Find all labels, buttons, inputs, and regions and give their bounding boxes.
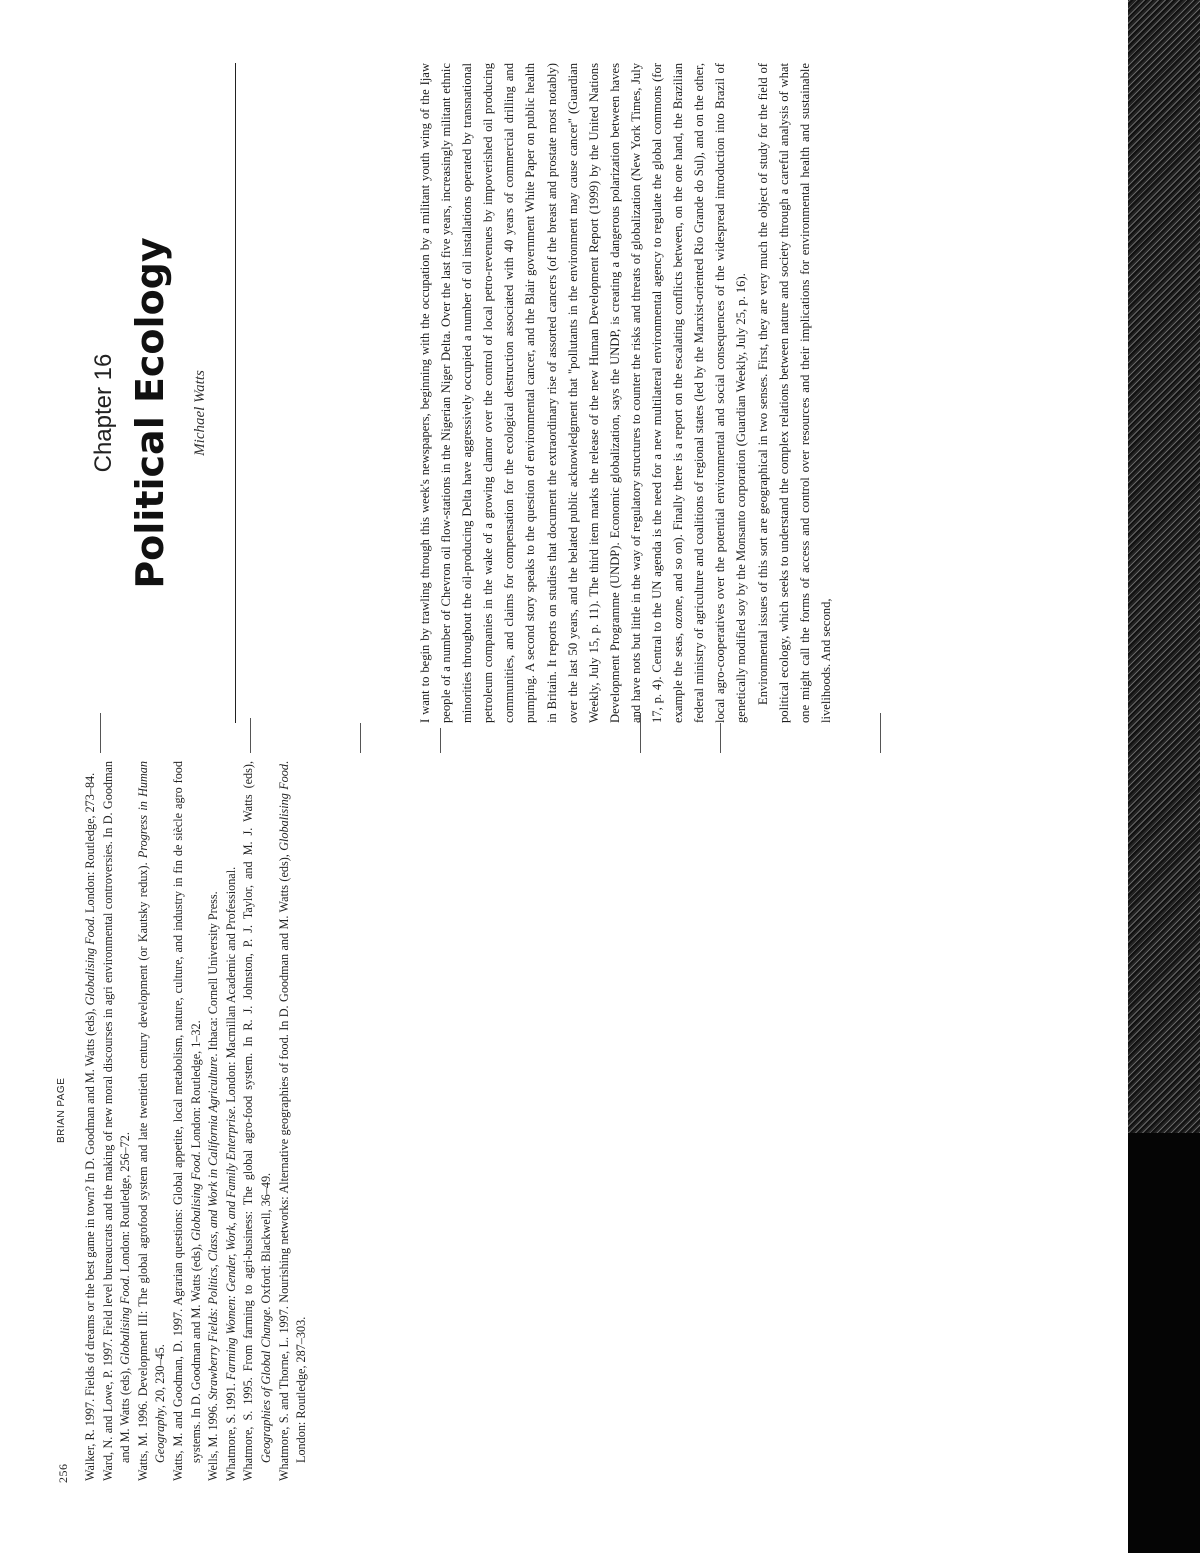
reference-text: , 20, 230–45. xyxy=(153,1344,168,1409)
reference-entry xyxy=(223,761,241,1481)
reference-list xyxy=(82,761,311,1481)
reference-text: Whatmore, S. 1991. xyxy=(223,1380,238,1481)
page-number: 256 xyxy=(56,1463,70,1483)
reference-title: Globalising Food xyxy=(188,1154,203,1241)
reference-text: Watts, M. 1996. Development III: The global agrofood system and late twentieth century development (or Kautsky redux). xyxy=(135,858,150,1481)
reference-text: Whatmore, S. and Thorne, L. 1997. Nourishing networks: Alternative geographies of food. In D. Goodman and M. Watts (eds), xyxy=(276,850,291,1481)
reference-entry xyxy=(82,761,100,1481)
reference-entry xyxy=(170,761,205,1481)
reference-text: Watts, M. and Goodman, D. 1997. Agrarian questions: Global appetite, local metabolism, nature, culture, and industry in fin de siècle agro food systems. In D. Goodman and M. Watts (eds), xyxy=(170,761,203,1481)
reference-text: . Ithaca: Cornell University Press. xyxy=(206,891,221,1057)
reference-text: . London: Routledge, 256–72. xyxy=(118,1132,133,1279)
reference-text: . London: Macmillan Academic and Professional. xyxy=(223,866,238,1109)
scan-artifact-dash xyxy=(250,718,251,753)
scan-edge-band xyxy=(1128,0,1200,1553)
chapter-title: Political Ecology xyxy=(128,237,172,589)
heading-rule xyxy=(235,63,236,723)
reference-entry xyxy=(135,761,170,1481)
reference-text: . London: Routledge, 1–32. xyxy=(188,1020,203,1155)
reference-text: Walker, R. 1997. Fields of dreams or the best game in town? In D. Goodman and M. Watts (eds), xyxy=(83,1005,97,1481)
reference-title: Globalising Food xyxy=(83,919,97,1006)
reference-title: Geographies of Global Change xyxy=(258,1309,273,1463)
reference-text: . London: Routledge, 273–84. xyxy=(83,772,97,920)
reference-title: Farming Women: Gender, Work, and Family Enterprise xyxy=(223,1108,238,1381)
scan-artifact-dash xyxy=(440,728,441,753)
reference-text: Wells, M. 1996. xyxy=(206,1400,221,1481)
reference-title: Globalising Food xyxy=(276,764,291,851)
scan-artifact-dash xyxy=(880,713,881,753)
chapter-author: Michael Watts xyxy=(192,370,208,456)
reference-title: Progress in Human Geography xyxy=(135,761,168,1463)
chapter-label: Chapter 16 xyxy=(90,353,117,473)
scan-artifact-dash xyxy=(360,723,361,753)
chapter-body xyxy=(415,63,837,723)
reference-text: . Oxford: Blackwell, 36–49. xyxy=(258,1172,273,1310)
body-paragraph: I want to begin by trawling through this week's newspapers, beginning with the occupation by a militant youth wing of the Ijaw people of a number of Chevron oil flow-stations in the Nigerian Niger Delta. Over the last five years, increasingly militant ethnic minorities throughout the oil-producing Delta have aggressively occupied a number of oil installations operated by transnational petroleum companies in the wake of a growing clamor over the control of local petro-revenues by impoverished oil producing communities, and claims for compensation for the ecological destruction associated with 40 years of commercial drilling and pumping. A second story speaks to the question of environmental cancer, and the Blair government White Paper on public health in Britain. It reports on studies that document the extraordinary rise of assorted cancers (of the breast and prostate most notably) over the last 50 years, and the belated public acknowledgment that "pollutants in the environment may cause cancer" (Guardian Weekly, July 15, p. 11). The third item marks the release of the new Human Development Report (1999) by the United Nations Development Programme (UNDP). Economic globalization, says the UNDP, is creating a dangerous polarization between haves and have nots but little in the way of regulatory structures to counter the risks and threats of globalization (New York Times, July 17, p. 4). Central to the UN agenda is the need for a new multilateral environmental agency to regulate the global commons (for example the seas, ozone, and so on). Finally there is a report on the escalating conflicts between, on the one hand, the Brazilian federal ministry of agriculture and coalitions of regional states (led by the Marxist-oriented Rio Grande do Sul), and on the other, local agro-cooperatives over the potential environmental and social consequences of the widespread introduction into Brazil of genetically modified soy by the Monsanto corporation (Guardian Weekly, July 25, p. 16). xyxy=(418,63,749,723)
reference-entry xyxy=(100,761,135,1481)
running-head: BRIAN PAGE xyxy=(56,1077,67,1143)
body-paragraph: Environmental issues of this sort are geographical in two senses. First, they are very much the object of study for the field of political ecology, which seeks to understand the complex relations between nature and society through a careful analysis of what one might call the forms of access and control over resources and their implications for environmental health and sustainable livelihoods. And second, xyxy=(755,63,833,723)
reference-text: . London: Routledge, 287–303. xyxy=(276,761,309,1463)
reference-entry xyxy=(240,761,275,1481)
reference-entry xyxy=(205,761,223,1481)
chapter-heading xyxy=(90,93,209,733)
reference-title: Strawberry Fields: Politics, Class, and Work in California Agriculture xyxy=(206,1056,221,1401)
reference-title: Globalising Food xyxy=(118,1278,133,1365)
reference-text: Ward, N. and Lowe, P. 1997. Field level bureaucrats and the making of new moral discourses in agri environmental controversies. In D. Goodman and M. Watts (eds), xyxy=(100,761,133,1481)
scan-edge-solid xyxy=(1128,1133,1200,1553)
reference-entry xyxy=(276,761,311,1481)
reference-text: Whatmore, S. 1995. From farming to agri-business: The global agro-food system. In R. J. Johnston, P. J. Taylor, and M. J. Watts (eds), xyxy=(241,761,256,1481)
scan-artifact-dash xyxy=(720,723,721,753)
